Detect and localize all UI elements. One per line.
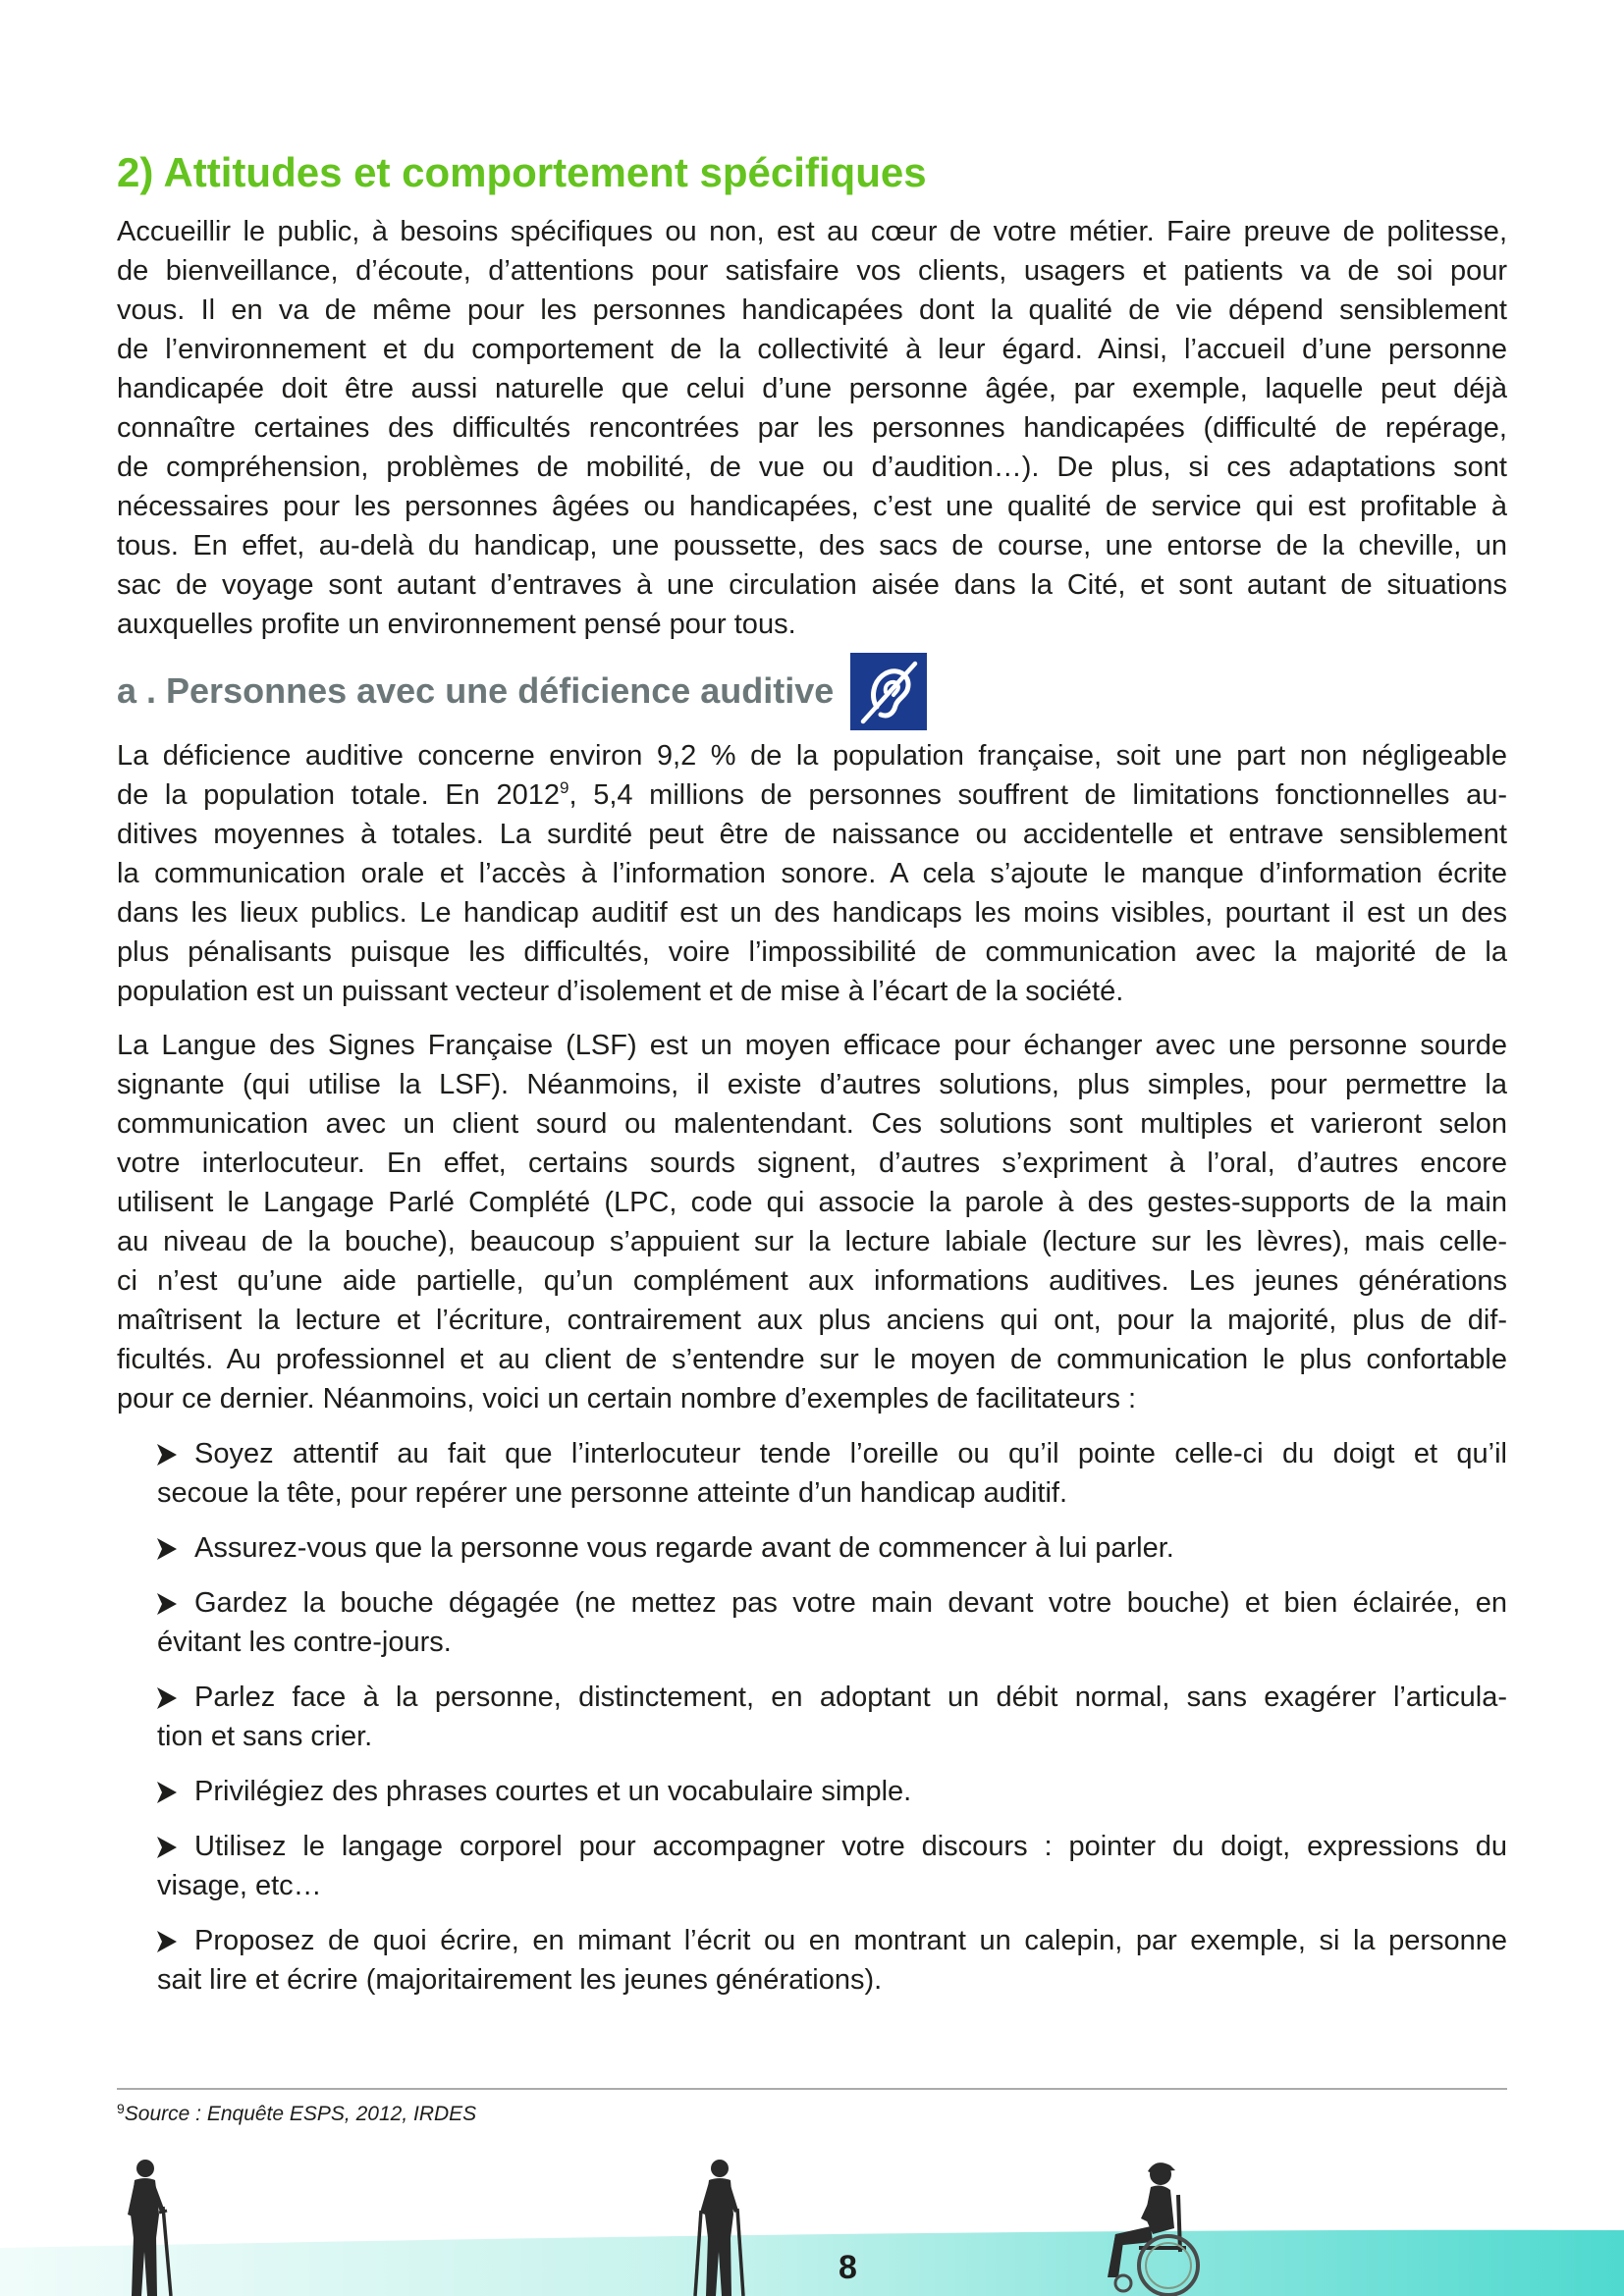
paragraph-line: pour ce dernier. Néanmoins, voici un certain nombre d’exemples de facilitateurs :	[117, 1383, 1137, 1415]
footnote-number: 9	[117, 2101, 125, 2116]
paragraph-line: La déficience auditive concerne environ 9,2 % de la population française, soit une part non négligeable	[117, 740, 1507, 772]
paragraph-line	[117, 775, 1507, 815]
person-with-crutch-icon	[689, 2158, 750, 2296]
arrow-bullet-icon	[157, 1444, 177, 1466]
paragraph-line: nécessaires pour les personnes âgées ou handicapées, c’est une qualité de service qui est profitable à	[117, 491, 1507, 522]
tip-item	[157, 1583, 1507, 1662]
paragraph-line: auxquelles profite un environnement pensé pour tous.	[117, 609, 796, 640]
tip-line: tion et sans crier.	[157, 1721, 373, 1752]
footnote-text: Source : Enquête ESPS, 2012, IRDES	[124, 2103, 477, 2125]
tip-line: Parlez face à la personne, distinctement, en adoptant un débit normal, sans exagérer l’articula-	[194, 1682, 1507, 1713]
tip-item	[157, 1678, 1507, 1756]
hearing-impaired-icon	[850, 653, 927, 730]
tip-item	[157, 1434, 1507, 1513]
subsection-heading: a . Personnes avec une déficience auditive	[117, 670, 835, 711]
line-text: de la population totale. En 2012	[117, 779, 560, 811]
tip-item	[157, 1772, 1507, 1811]
paragraph-line: au niveau de la bouche), beaucoup s’appuient sur la lecture labiale (lecture sur les lèvres), mais celle-	[117, 1226, 1507, 1257]
paragraph-line: maîtrisent la lecture et l’écriture, contrairement aux plus anciens qui ont, pour la majorité, plus de dif-	[117, 1305, 1507, 1336]
paragraph-line: de l’environnement et du comportement de la collectivité à leur égard. Ainsi, l’accueil d’une personne	[117, 334, 1507, 365]
paragraph-line: ditives moyennes à totales. La surdité peut être de naissance ou accidentelle et entrave sensiblement	[117, 819, 1507, 850]
footer-band	[0, 2199, 1624, 2296]
arrow-bullet-icon	[157, 1538, 177, 1560]
intro-paragraph	[117, 212, 1507, 644]
arrow-bullet-icon	[157, 1837, 177, 1858]
hearing-section-body	[117, 736, 1507, 2015]
section-heading: 2) Attitudes et comportement spécifiques	[117, 149, 927, 195]
wheelchair-user-icon	[1094, 2158, 1227, 2296]
tip-line: sait lire et écrire (majoritairement les jeunes générations).	[157, 1964, 883, 1996]
footnote-divider	[117, 2088, 1507, 2090]
paragraph-line: connaître certaines des difficultés rencontrées par les personnes handicapées (difficulté de repérage,	[117, 412, 1507, 444]
tip-line: secoue la tête, pour repérer une personne atteinte d’un handicap auditif.	[157, 1477, 1068, 1509]
person-with-crutch-icon	[120, 2158, 181, 2296]
paragraph-line: la communication orale et l’accès à l’information sonore. A cela s’ajoute le manque d’information écrite	[117, 858, 1507, 889]
arrow-bullet-icon	[157, 1782, 177, 1803]
tip-line: Soyez attentif au fait que l’interlocuteur tende l’oreille ou qu’il pointe celle-ci du doigt et qu’il	[194, 1438, 1507, 1469]
tip-item	[157, 1921, 1507, 2000]
footnote	[117, 2102, 476, 2127]
tip-line: Privilégiez des phrases courtes et un vocabulaire simple.	[194, 1776, 912, 1807]
paragraph-line: de bienveillance, d’écoute, d’attentions pour satisfaire vos clients, usagers et patients va de soi pour	[117, 255, 1507, 287]
tip-line: évitant les contre-jours.	[157, 1627, 452, 1658]
tip-line: Gardez la bouche dégagée (ne mettez pas votre main devant votre bouche) et bien éclairée, en	[194, 1587, 1507, 1619]
paragraph-line: Accueillir le public, à besoins spécifiques ou non, est au cœur de votre métier. Faire preuve de politesse,	[117, 216, 1507, 247]
arrow-bullet-icon	[157, 1931, 177, 1952]
paragraph-line: La Langue des Signes Française (LSF) est un moyen efficace pour échanger avec une personne sourde	[117, 1030, 1507, 1061]
tip-line: Proposez de quoi écrire, en mimant l’écrit ou en montrant un calepin, par exemple, si la personne	[194, 1925, 1507, 1956]
page-number: 8	[839, 2249, 857, 2286]
paragraph-line: communication avec un client sourd ou malentendant. Ces solutions sont multiples et varieront selon	[117, 1108, 1507, 1140]
paragraph-line: de compréhension, problèmes de mobilité, de vue ou d’audition…). De plus, si ces adaptations sont	[117, 452, 1507, 483]
tip-line: Assurez-vous que la personne vous regarde avant de commencer à lui parler.	[194, 1532, 1174, 1564]
tip-line: Utilisez le langage corporel pour accompagner votre discours : pointer du doigt, expressions du	[194, 1831, 1507, 1862]
paragraph-line: dans les lieux publics. Le handicap auditif est un des handicaps les moins visibles, pourtant il est un des	[117, 897, 1507, 929]
hearing-paragraph-1	[117, 736, 1507, 1011]
paragraph-line: ficultés. Au professionnel et au client de s’entendre sur le moyen de communication le plus confortable	[117, 1344, 1507, 1375]
paragraph-line: population est un puissant vecteur d’isolement et de mise à l’écart de la société.	[117, 976, 1124, 1007]
tip-item	[157, 1528, 1507, 1568]
paragraph-line: vous. Il en va de même pour les personnes handicapées dont la qualité de vie dépend sensiblement	[117, 294, 1507, 326]
paragraph-line: plus pénalisants puisque les difficultés, voire l’impossibilité de communication avec la majorité de la	[117, 936, 1507, 968]
paragraph-line: sac de voyage sont autant d’entraves à une circulation aisée dans la Cité, et sont autant de situations	[117, 569, 1507, 601]
paragraph-line: utilisent le Langage Parlé Complété (LPC, code qui associe la parole à des gestes-supports de la main	[117, 1187, 1507, 1218]
tip-line: visage, etc…	[157, 1870, 322, 1901]
arrow-bullet-icon	[157, 1687, 177, 1709]
paragraph-line: ci n’est qu’une aide partielle, qu’un complément aux informations auditives. Les jeunes générations	[117, 1265, 1507, 1297]
tip-item	[157, 1827, 1507, 1905]
paragraph-line: handicapée doit être aussi naturelle que celui d’une personne âgée, par exemple, laquelle peut déjà	[117, 373, 1507, 404]
paragraph-line: votre interlocuteur. En effet, certains sourds signent, d’autres s’expriment à l’oral, d’autres encore	[117, 1148, 1507, 1179]
paragraph-line: tous. En effet, au-delà du handicap, une poussette, des sacs de course, une entorse de la cheville, un	[117, 530, 1507, 561]
hearing-paragraph-2	[117, 1026, 1507, 1418]
tips-list	[117, 1434, 1507, 2000]
line-text: , 5,4 millions de personnes souffrent de limitations fonctionnelles au-	[568, 779, 1507, 811]
arrow-bullet-icon	[157, 1593, 177, 1615]
paragraph-line: signante (qui utilise la LSF). Néanmoins, il existe d’autres solutions, plus simples, pour permettre la	[117, 1069, 1507, 1100]
footnote-reference: 9	[560, 778, 569, 798]
